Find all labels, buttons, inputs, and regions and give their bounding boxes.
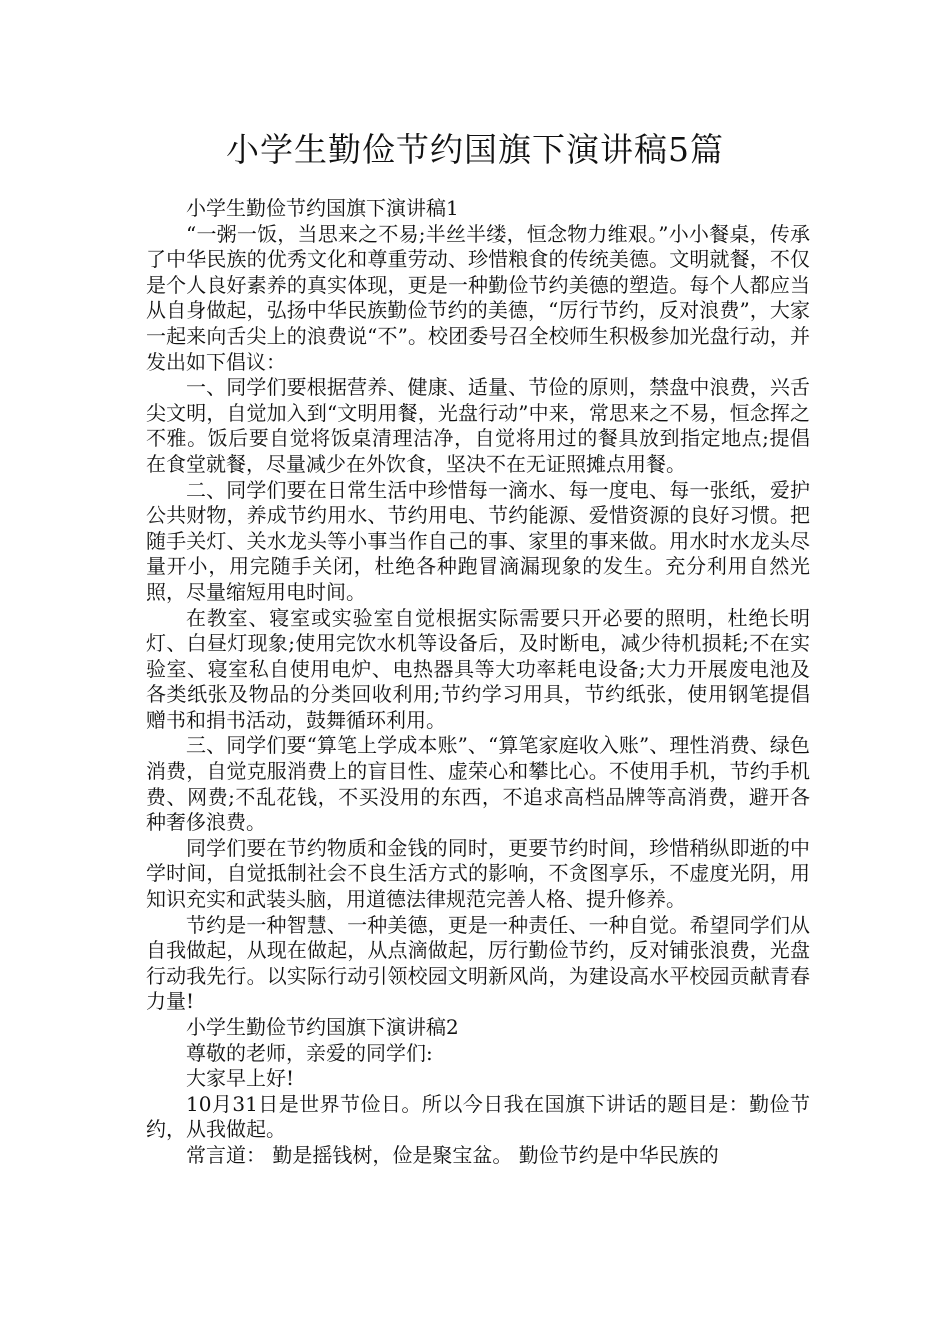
paragraph: 在教室、寝室或实验室自觉根据实际需要只开必要的照明，杜绝长明灯、白昼灯现象;使用完饮水机等设备后，及时断电，减少待机损耗;不在实验室、寝室私自使用电炉、电热器具等大功率耗电设备;大力开展废电池及各类纸张及物品的分类回收利用;节约学习用具，节约纸张，使用钢笔提倡赠书和捐书活动，鼓舞循环利用。	[146, 605, 810, 732]
paragraph: 一、同学们要根据营养、健康、适量、节俭的原则，禁盘中浪费，兴舌尖文明，自觉加入到“文明用餐，光盘行动”中来，常思来之不易，恒念挥之不雅。饭后要自觉将饭桌清理洁净，自觉将用过的餐具放到指定地点;提倡在食堂就餐，尽量减少在外饮食，坚决不在无证照摊点用餐。	[146, 375, 810, 476]
paragraph: 二、同学们要在日常生活中珍惜每一滴水、每一度电、每一张纸，爱护公共财物，养成节约用水、节约用电、节约能源、爱惜资源的良好习惯。把随手关灯、关水龙头等小事当作自己的事、家里的事来做。用水时水龙头尽量开小，用完随手关闭，杜绝各种跑冒滴漏现象的发生。充分利用自然光照，尽量缩短用电时间。	[146, 477, 810, 604]
greeting: 大家早上好!	[186, 1066, 295, 1091]
greeting: 尊敬的老师，亲爱的同学们:	[186, 1040, 433, 1065]
paragraph: 常言道： 勤是摇钱树，俭是聚宝盆。 勤俭节约是中华民族的	[186, 1142, 719, 1167]
document-body	[146, 196, 810, 1169]
document-title: 小学生勤俭节约国旗下演讲稿5篇	[226, 130, 724, 169]
paragraph: 10月31日是世界节俭日。所以今日我在国旗下讲话的题目是：勤俭节约，从我做起。	[146, 1091, 810, 1142]
section-heading-2: 小学生勤俭节约国旗下演讲稿2	[186, 1015, 459, 1039]
paragraph: “一粥一饭，当思来之不易;半丝半缕，恒念物力维艰。”小小餐桌，传承了中华民族的优秀文化和尊重劳动、珍惜粮食的传统美德。文明就餐，不仅是个人良好素养的真实体现，更是一种勤俭节约美德的塑造。每个人都应当从自身做起，弘扬中华民族勤俭节约的美德，“厉行节约，反对浪费”，大家一起来向舌尖上的浪费说“不”。校团委号召全校师生积极参加光盘行动，并发出如下倡议：	[146, 221, 810, 374]
paragraph: 节约是一种智慧、一种美德，更是一种责任、一种自觉。希望同学们从自我做起，从现在做起，从点滴做起，厉行勤俭节约，反对铺张浪费，光盘行动我先行。以实际行动引领校园文明新风尚，为建设高水平校园贡献青春力量!	[146, 912, 810, 1014]
section-heading-1: 小学生勤俭节约国旗下演讲稿1	[186, 196, 459, 220]
paragraph: 同学们要在节约物质和金钱的同时，更要节约时间，珍惜稍纵即逝的中学时间，自觉抵制社会不良生活方式的影响，不贪图享乐，不虚度光阴，用知识充实和武装头脑，用道德法律规范完善人格、提升修养。	[146, 835, 810, 912]
paragraph: 三、同学们要“算笔上学成本账”、“算笔家庭收入账”、理性消费、绿色消费，自觉克服消费上的盲目性、虚荣心和攀比心。不使用手机，节约手机费、网费;不乱花钱，不买没用的东西，不追求高档品牌等高消费，避开各种奢侈浪费。	[146, 733, 810, 835]
